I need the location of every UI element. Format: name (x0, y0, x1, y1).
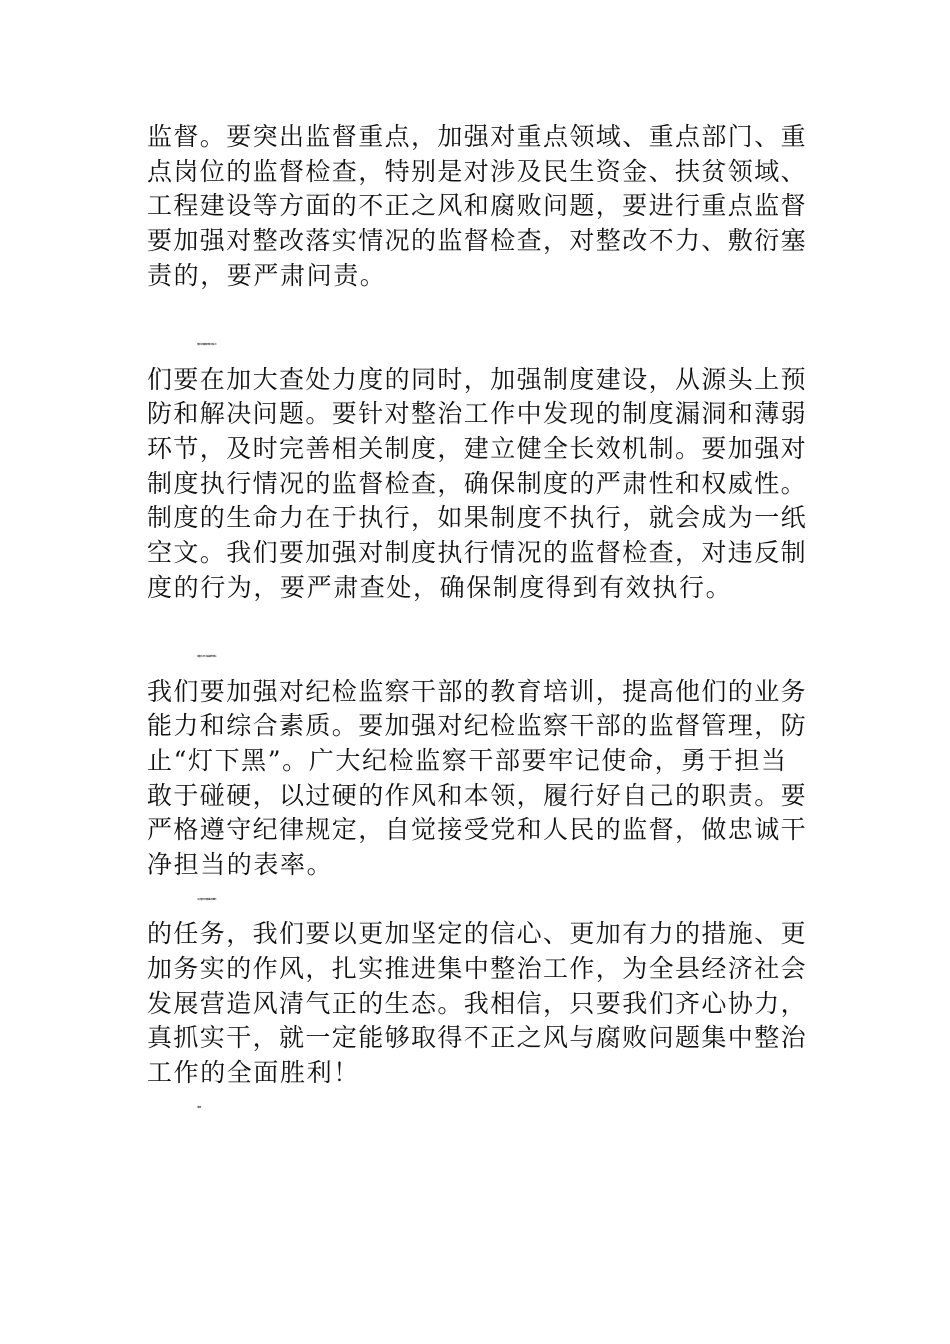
body-text-line: 工作的全面胜利！ (147, 1058, 360, 1087)
closing-line: 谢谢大家！ (197, 1107, 202, 1109)
body-text-line: 责的，要严肃问责。 (147, 261, 387, 290)
body-text-line: 度的行为，要严肃查处，确保制度得到有效执行。 (147, 573, 733, 602)
body-text-line: 真抓实干，就一定能够取得不正之风与腐败问题集中整治 (147, 1023, 808, 1052)
body-text-line: 的任务，我们要以更加坚定的信心、更加有力的措施、更 (147, 919, 808, 948)
body-text-line: 止“灯下黑”。广大纪检监察干部要牢记使命，勇于担当 (147, 746, 788, 775)
body-text-line: 防和解决问题。要针对整治工作中发现的制度漏洞和薄弱 (147, 399, 808, 428)
body-text-line: 制度的生命力在于执行，如果制度不执行，就会成为一纸 (147, 503, 808, 532)
body-text-line: 空文。我们要加强对制度执行情况的监督检查，对违反制 (147, 538, 808, 567)
body-text-line: 环节，及时完善相关制度，建立健全长效机制。要加强对 (147, 434, 808, 463)
body-text-line: 点岗位的监督检查，特别是对涉及民生资金、扶贫领域、 (147, 157, 808, 186)
body-text-line: 整治不正之风与腐败问题，既要治标，更要治本。我 (197, 344, 216, 346)
body-text-line: 敢于碰硬，以过硬的作风和本领，履行好自己的职责。要 (147, 781, 808, 810)
body-text-line: 同志们，整治不正之风与腐败问题是一项长期而艰巨 (197, 899, 216, 901)
section-heading (197, 292, 857, 328)
body-text-line: 发展营造风清气正的生态。我相信，只要我们齐心协力， (147, 989, 808, 1018)
body-text-line: 们要在加大查处力度的同时，加强制度建设，从源头上预 (147, 365, 808, 394)
body-text-line: 制度执行情况的监督检查，确保制度的严肃性和权威性。 (147, 469, 808, 498)
body-text-line: 工程建设等方面的不正之风和腐败问题，要进行重点监督 (147, 191, 808, 220)
body-text-line: 能力和综合素质。要加强对纪检监察干部的监督管理，防 (147, 711, 808, 740)
body-text-line: 做好整治工作，需要一支高素质的纪检监察干部队伍。 (197, 656, 217, 658)
body-text-line: 净担当的表率。 (147, 850, 334, 879)
section-heading (197, 604, 857, 640)
body-text-line: 加务实的作风，扎实推进集中整治工作，为全县经济社会 (147, 954, 808, 983)
body-text-line: 监督。要突出监督重点，加强对重点领域、重点部门、重 (147, 122, 808, 151)
body-text-line: 严格遵守纪律规定，自觉接受党和人民的监督，做忠诚干 (147, 815, 808, 844)
body-text-line: 我们要加强对纪检监察干部的教育培训，提高他们的业务 (147, 677, 808, 706)
body-text-line: 要加强对整改落实情况的监督检查，对整改不力、敷衍塞 (147, 226, 808, 255)
